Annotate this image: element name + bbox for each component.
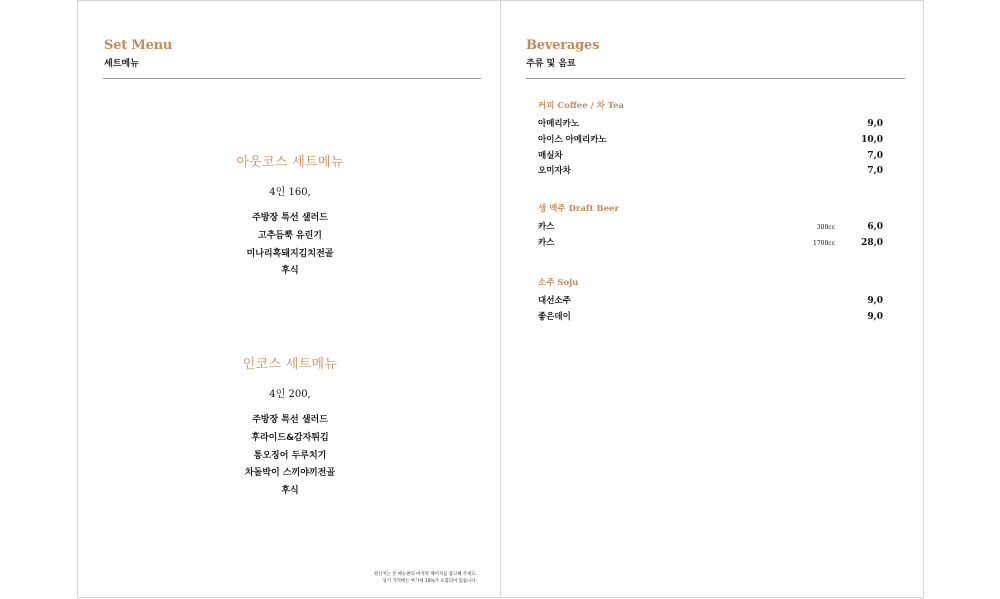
- course-item-list: [78, 412, 502, 501]
- drink-price: 7,0: [867, 166, 883, 176]
- category-title-soju: 소주 Soju: [538, 278, 579, 288]
- drink-name: 아메리카노: [538, 119, 580, 129]
- course-price: 4인 200,: [269, 389, 311, 400]
- drink-row: [538, 133, 883, 148]
- drink-row: [538, 236, 883, 251]
- drink-volume: 1700cc: [813, 240, 835, 247]
- category-title-draft-beer: 생 맥주 Draft Beer: [538, 204, 619, 214]
- drink-price: 10,0: [861, 135, 883, 145]
- beverages-subtitle: 주류 및 음료: [526, 59, 576, 69]
- right-page-beverages: [500, 0, 924, 598]
- drink-name: 카스: [538, 238, 555, 248]
- price-footnote: [374, 572, 477, 585]
- beverages-title: Beverages: [526, 38, 600, 53]
- drink-name: 아이스 아메리카노: [538, 135, 607, 145]
- drink-row: [538, 310, 883, 325]
- drink-row: [538, 220, 883, 235]
- drink-price: 9,0: [867, 296, 883, 306]
- course-item: 차돌박이 스끼야끼전골: [244, 468, 336, 479]
- footnote-origin: 원산지는 본 메뉴판의 마지막 페이지를 참고해 주세요.: [373, 572, 477, 577]
- course-price: 4인 160,: [269, 187, 311, 198]
- course-item: 고추듬뿍 유린기: [258, 230, 322, 241]
- drink-row: [538, 117, 883, 132]
- course-item: 미나리흑돼지김치전골: [246, 248, 334, 259]
- set-menu-subtitle: 세트메뉴: [104, 59, 139, 69]
- drink-price: 9,0: [867, 119, 883, 129]
- set-course-in: [78, 353, 502, 501]
- course-item: 주방장 특선 샐러드: [252, 415, 328, 425]
- drink-name: 오미자차: [538, 166, 571, 176]
- course-title: 아웃코스 세트메뉴: [236, 155, 344, 170]
- drink-name: 대선소주: [538, 296, 571, 306]
- drink-name: 매실차: [538, 151, 563, 161]
- drink-price: 28,0: [861, 238, 883, 248]
- set-menu-title: Set Menu: [104, 38, 173, 53]
- drink-row: [538, 149, 883, 164]
- drink-name: 카스: [538, 222, 555, 232]
- course-item: 후식: [281, 486, 299, 497]
- course-item: 통오징어 두루치기: [253, 450, 327, 461]
- footnote-vat: 상기 가격에는 부가세 10%가 포함되어 있습니다.: [382, 578, 477, 584]
- category-title-coffee-tea: 커피 Coffee / 차 Tea: [538, 101, 625, 111]
- course-title: 인코스 세트메뉴: [242, 357, 338, 372]
- left-page-set-menu: [77, 0, 501, 598]
- beverages-divider: [526, 78, 905, 79]
- drink-price: 6,0: [867, 222, 883, 232]
- drink-name: 좋은데이: [538, 312, 571, 322]
- set-menu-divider: [103, 78, 481, 79]
- drink-row: [538, 294, 883, 309]
- drink-volume: 300cc: [816, 224, 835, 231]
- drink-price: 9,0: [867, 312, 883, 322]
- drink-price: 7,0: [867, 151, 883, 161]
- course-item: 후식: [281, 266, 299, 277]
- set-course-out: [78, 151, 502, 281]
- course-item: 주방장 특선 샐러드: [252, 213, 328, 223]
- course-item-list: [78, 210, 502, 281]
- drink-row: [538, 164, 883, 179]
- course-item: 후라이드&감자튀김: [251, 432, 329, 443]
